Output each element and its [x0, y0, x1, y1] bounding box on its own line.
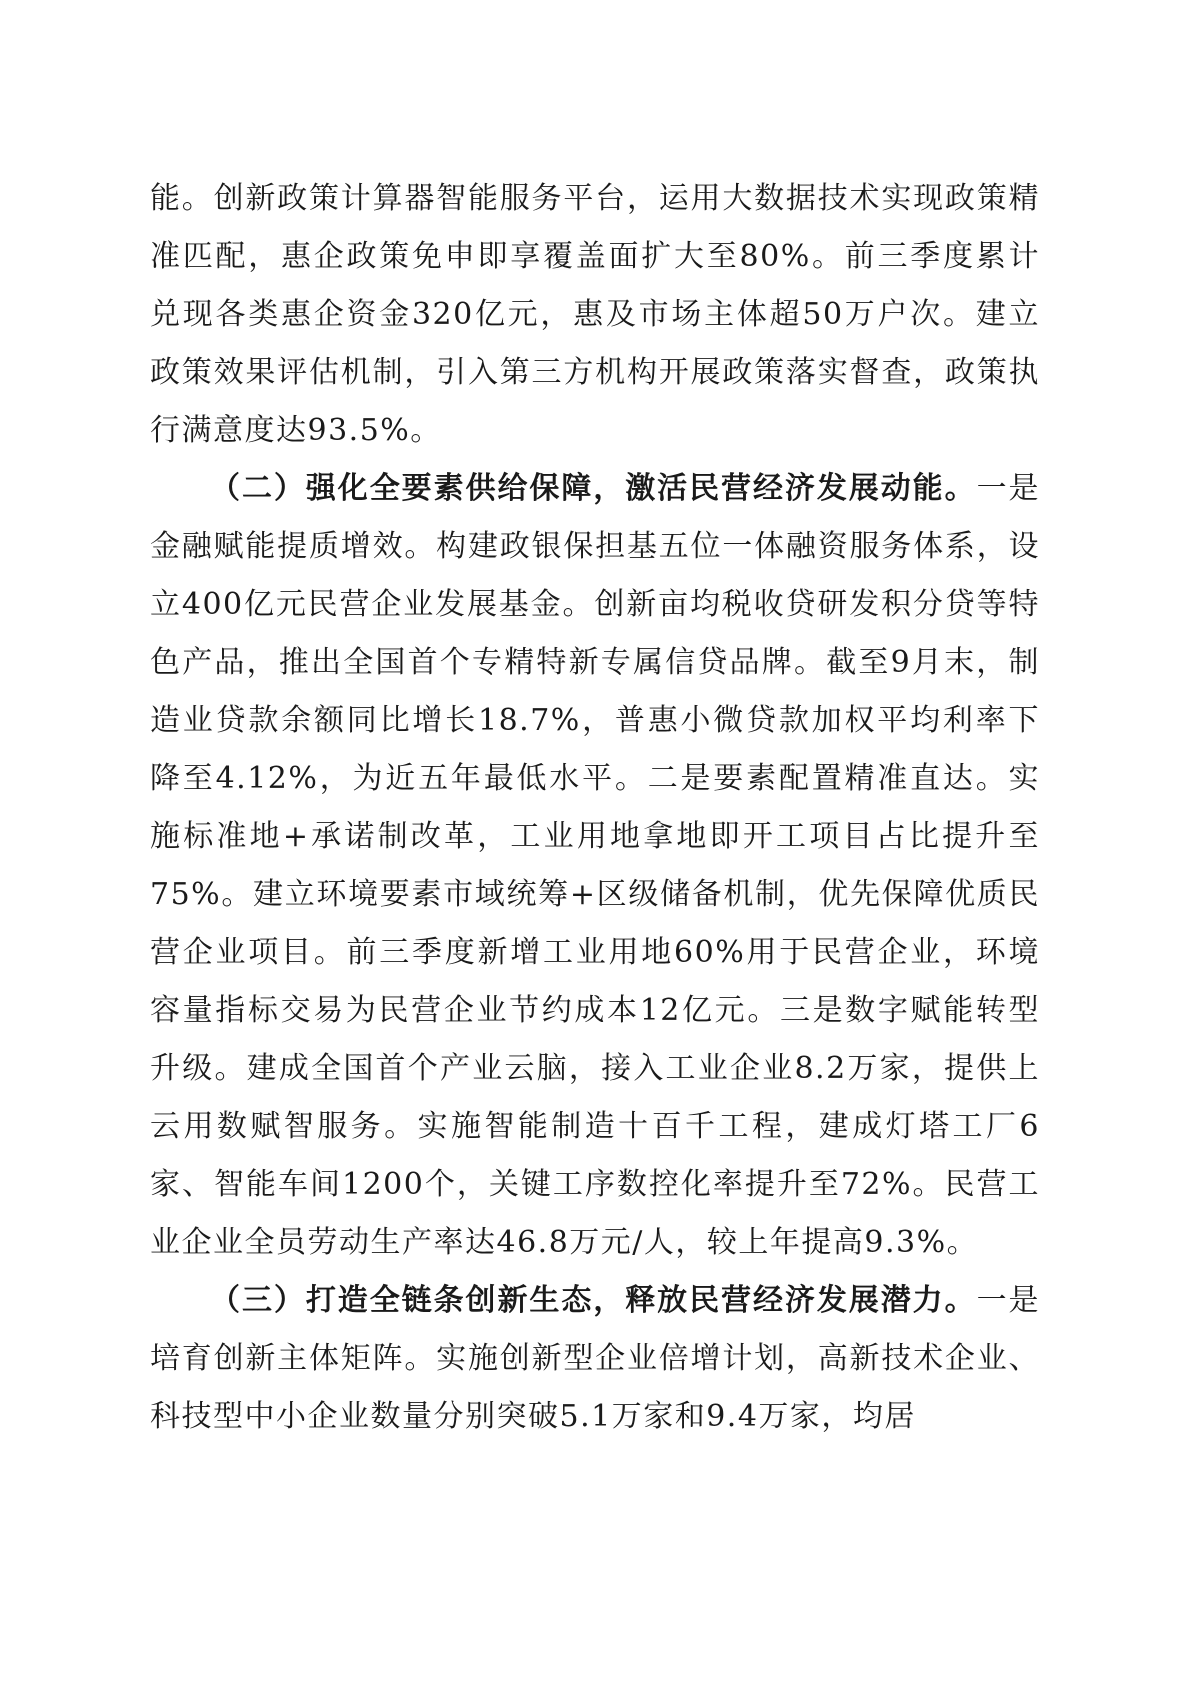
paragraph-continuation	[150, 170, 1040, 460]
section-heading: （三）打造全链条创新生态，释放民营经济发展潜力。	[210, 1283, 977, 1318]
paragraph-text: 一是培育创新主体矩阵。实施创新型企业倍增计划，高新技术企业、科技型中小企业数量分别突破5.1万家和9.4万家，均居	[150, 1283, 1041, 1434]
paragraph-section-3	[150, 1272, 1040, 1446]
paragraph-text: 能。创新政策计算器智能服务平台，运用大数据技术实现政策精准匹配，惠企政策免申即享覆盖面扩大至80%。前三季度累计兑现各类惠企资金320亿元，惠及市场主体超50万户次。建立政策效果评估机制，引入第三方机构开展政策落实督查，政策执行满意度达93.5%。	[150, 181, 1040, 448]
document-body	[150, 170, 1040, 1446]
paragraph-text: 一是金融赋能提质增效。构建政银保担基五位一体融资服务体系，设立400亿元民营企业发展基金。创新亩均税收贷研发积分贷等特色产品，推出全国首个专精特新专属信贷品牌。截至9月末，制造业贷款余额同比增长18.7%，普惠小微贷款加权平均利率下降至4.12%，为近五年最低水平。二是要素配置精准直达。实施标准地+承诺制改革，工业用地拿地即开工项目占比提升至75%。建立环境要素市域统筹+区级储备机制，优先保障优质民营企业项目。前三季度新增工业用地60%用于民营企业，环境容量指标交易为民营企业节约成本12亿元。三是数字赋能转型升级。建成全国首个产业云脑，接入工业企业8.2万家，提供上云用数赋智服务。实施智能制造十百千工程，建成灯塔工厂6家、智能车间1200个，关键工序数控化率提升至72%。民营工业企业全员劳动生产率达46.8万元/人，较上年提高9.3%。	[150, 471, 1041, 1260]
paragraph-section-2	[150, 460, 1040, 1272]
section-heading: （二）强化全要素供给保障，激活民营经济发展动能。	[210, 471, 977, 506]
